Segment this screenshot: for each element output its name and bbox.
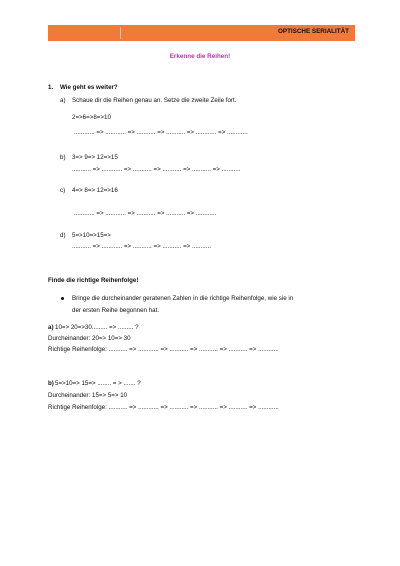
item-b-sequence: 3=> 9=> 12=>15	[72, 154, 118, 161]
task-a-sequence: 10=> 20=>30......... => ......... ?	[55, 324, 139, 331]
item-a-letter: a)	[60, 97, 66, 104]
task-b-mixed: Durcheinander: 15=> 5=> 10	[48, 392, 128, 399]
task-b-letter: b)	[48, 380, 54, 387]
item-c-letter: c)	[60, 187, 66, 194]
item-a-answer-line: ............ => ............ => ........... => ........... => ............ => ............	[74, 129, 248, 136]
section1-heading: Wie geht es weiter?	[60, 84, 118, 91]
item-a-sequence: 2=>6=>8=>10	[72, 114, 111, 121]
header-title: OPTISCHE SERIALITÄT	[277, 28, 349, 35]
item-d-answer-line: ........... => ............ => ........... => ........... => ...........	[72, 243, 211, 250]
banner-divider	[120, 27, 121, 39]
page-subtitle: Erkenne die Reihen!	[169, 53, 231, 60]
task-b-answer-line: Richtige Reihenfolge: ........... => ............ => ........... => ........... => ........... => ............	[48, 404, 279, 411]
item-b-answer-line: ........... => ............ => ........... => ........... => ........... => ...........	[72, 166, 241, 173]
item-d-letter: d)	[60, 232, 66, 239]
header-banner	[48, 25, 355, 41]
section2-instruction-line2: der ersten Reihe begonnen hat.	[72, 307, 160, 314]
section1-number: 1.	[48, 84, 54, 91]
section2-instruction-line1: Bringe die durcheinander geratenen Zahlen in die richtige Reihenfolge, wie sie in	[72, 295, 294, 302]
item-d-sequence: 5=>10=>15=>	[72, 232, 111, 239]
task-b-sequence: 5=>10=> 15=> ........ = > ....... ?	[55, 380, 141, 387]
item-c-sequence: 4=> 8=> 12=>16	[72, 187, 118, 194]
item-a-instruction: Schaue dir die Reihen genau an. Setze die zweite Zeile fort.	[72, 97, 237, 104]
item-b-letter: b)	[60, 154, 66, 161]
task-a-answer-line: Richtige Reihenfolge: ........... => ............ => ........... => ........... => ........... => ............	[48, 346, 279, 353]
task-a-letter: a)	[48, 324, 54, 331]
task-a-mixed: Durcheinander: 20=> 10=> 30	[48, 335, 131, 342]
bullet-icon	[61, 297, 64, 300]
item-c-answer-line: ............ => ............ => ........... => ........... => ............	[74, 210, 217, 217]
section2-heading: Finde die richtige Reihenfolge!	[48, 277, 139, 284]
